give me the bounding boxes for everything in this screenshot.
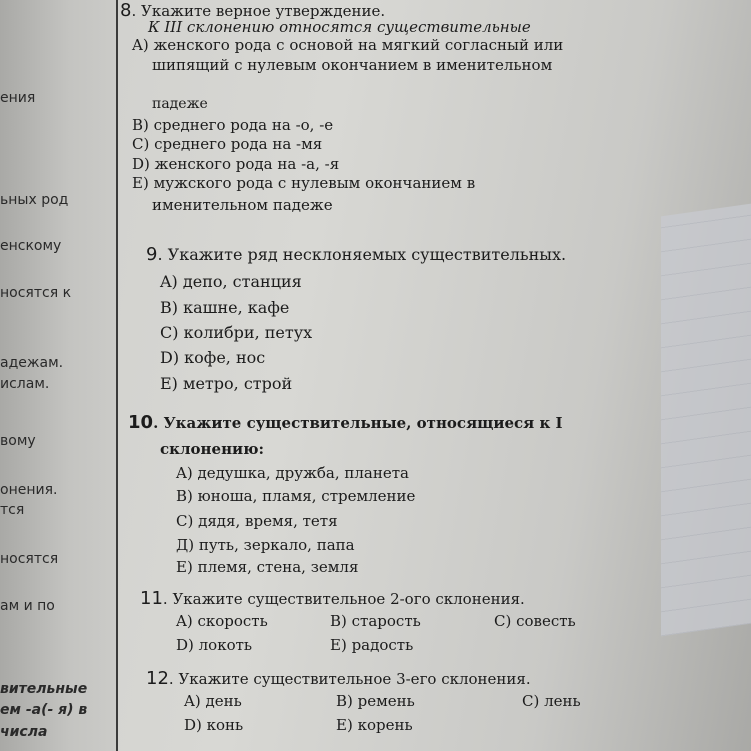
option-d: Д) путь, зеркало, папа [176, 536, 355, 554]
option-a-line3: падеже [152, 96, 208, 112]
lined-notebook-edge [661, 204, 751, 637]
question-12-heading [146, 668, 531, 689]
left-fragment: носятся [0, 551, 59, 567]
option-e: E) племя, стена, земля [176, 558, 359, 576]
left-page [0, 0, 116, 751]
left-fragment: тся [0, 502, 25, 518]
question-text: . Укажите существительные, относящиеся к I [153, 414, 563, 432]
option-b: B) кашне, кафе [160, 298, 290, 317]
option-a-line1: A) женского рода с основой на мягкий согласный или [132, 36, 564, 54]
question-number: 9 [146, 244, 158, 265]
option-c: C) колибри, петух [160, 323, 313, 342]
option-c: C) дядя, время, тетя [176, 512, 338, 530]
question-9-heading [146, 244, 566, 265]
option-e-line1: E) мужского рода с нулевым окончанием в [132, 174, 476, 192]
left-fragment: ислам. [0, 376, 50, 392]
option-d: D) женского рода на -а, -я [132, 155, 340, 173]
option-b: B) старость [330, 612, 421, 630]
question-text: . Укажите существительное 3-его склонения. [168, 670, 531, 688]
option-a: A) депо, станция [160, 272, 302, 291]
question-number: 10 [128, 412, 154, 433]
question-text: . Укажите верное утверждение. [131, 2, 386, 20]
option-a-line2: шипящий с нулевым окончанием в именительном [152, 56, 553, 74]
question-8-subtitle: К III склонению относятся существительные [148, 18, 531, 36]
left-fragment: числа [0, 724, 48, 740]
left-fragment: вительные [0, 681, 88, 697]
option-a: A) скорость [176, 612, 268, 630]
page-divider [116, 0, 118, 751]
option-a: A) день [184, 692, 242, 710]
question-number: 12 [146, 668, 169, 689]
left-fragment: енскому [0, 238, 62, 254]
option-c: C) среднего рода на -мя [132, 135, 323, 153]
left-fragment: ьных род [0, 192, 69, 208]
option-e: E) метро, строй [160, 374, 293, 393]
question-10-heading [128, 412, 563, 433]
option-b: B) ремень [336, 692, 415, 710]
option-e: E) радость [330, 636, 414, 654]
question-text: . Укажите ряд несклоняемых существительных. [157, 245, 567, 264]
option-c: C) совесть [494, 612, 576, 630]
question-number: 11 [140, 588, 163, 609]
left-fragment: адежам. [0, 355, 64, 371]
option-b: B) среднего рода на -о, -е [132, 116, 334, 134]
left-fragment: ем -а(- я) в [0, 702, 88, 718]
option-a: A) дедушка, дружба, планета [176, 464, 409, 482]
option-b: B) юноша, пламя, стремление [176, 487, 416, 505]
left-fragment: вому [0, 433, 36, 449]
option-c: C) лень [522, 692, 581, 710]
question-11-heading [140, 588, 525, 609]
option-d: D) локоть [176, 636, 253, 654]
option-d: D) кофе, нос [160, 348, 266, 367]
option-e-line2: именительном падеже [152, 196, 333, 214]
option-d: D) конь [184, 716, 244, 734]
question-text: . Укажите существительное 2-ого склонения. [162, 590, 525, 608]
left-fragment: онения. [0, 482, 58, 498]
left-fragment: ам и по [0, 598, 55, 614]
left-fragment: ения [0, 90, 36, 106]
option-e: E) корень [336, 716, 413, 734]
question-10-heading-line2: склонению: [160, 440, 265, 458]
left-fragment: носятся к [0, 285, 72, 301]
question-number: 8 [120, 0, 132, 21]
